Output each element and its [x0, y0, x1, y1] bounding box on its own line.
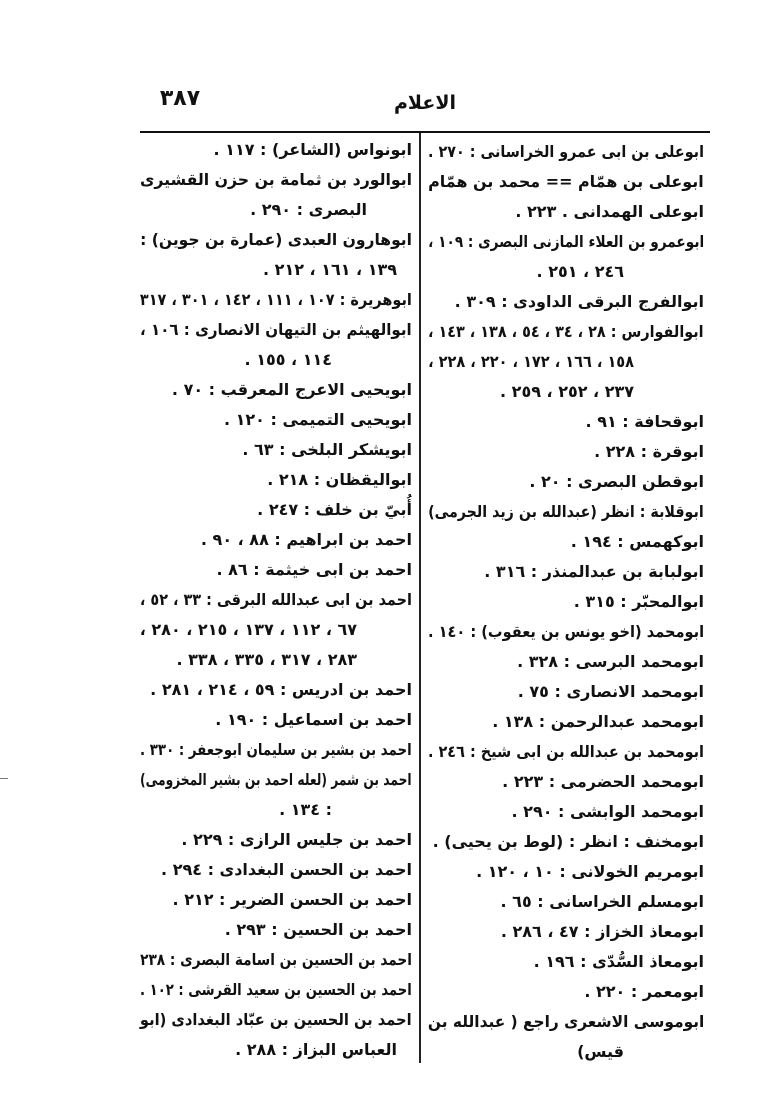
- index-entry-line: [428, 317, 704, 347]
- entry-text: ابومحمد عبدالرحمن : ١٣٨ .: [492, 712, 704, 731]
- index-entry-line: [140, 315, 412, 345]
- entry-text: ابوعلى بن ابى عمرو الخراسانى : ٢٧٠ .: [428, 142, 704, 161]
- index-entry-line: [140, 585, 412, 615]
- entry-text: ابومحمد بن عبدالله بن ابى شيخ : ٢٤٦ .: [427, 742, 704, 761]
- index-entry-continuation: [140, 345, 412, 375]
- entry-text: ٢٣٧ ، ٢٥٢ ، ٢٥٩ .: [500, 382, 634, 401]
- entry-text: ابويحيى التميمى : ١٢٠ .: [223, 410, 412, 429]
- header-rule: [140, 131, 710, 133]
- entry-text: : ١٣٤ .: [279, 800, 332, 819]
- entry-text: ابوعلى بن همّام == محمد بن همّام: [428, 172, 704, 191]
- entry-text: ابوهارون العبدى (عمارة بن جوين) :: [140, 230, 412, 249]
- entry-text: ٢٨٣ ، ٣١٧ ، ٣٣٥ ، ٣٣٨ .: [176, 650, 357, 669]
- entry-text: ١٣٩ ، ١٦١ ، ٢١٢ .: [263, 260, 397, 279]
- entry-text: العباس البزاز : ٢٨٨ .: [235, 1040, 397, 1059]
- index-entry-line: [140, 705, 412, 735]
- entry-text: احمد بن الحسن الضرير : ٢١٢ .: [172, 890, 412, 909]
- entry-text: احمد بن الحسين بن اسامة البصرى : ٢٣٨: [140, 950, 412, 969]
- index-entry-line: [428, 437, 704, 467]
- index-entry-line: [428, 797, 704, 827]
- index-entry-line: [428, 977, 704, 1007]
- index-entry-line: [140, 225, 412, 255]
- column-divider: [419, 133, 421, 1063]
- index-entry-continuation: [428, 377, 704, 407]
- entry-text: احمد بن الحسين بن سعيد القرشى : ١٠٢ .: [140, 980, 412, 999]
- entry-text: ابومحمد الوابشى : ٢٩٠ .: [511, 802, 704, 821]
- index-entry-line: [428, 467, 704, 497]
- index-entry-line: [428, 407, 704, 437]
- index-entry-line: [428, 197, 704, 227]
- index-entry-line: [140, 675, 412, 705]
- entry-text: ابوالفرج البرقى الداودى : ٣٠٩ .: [454, 292, 704, 311]
- index-entry-line: [140, 375, 412, 405]
- entry-text: احمد بن ابى خيثمة : ٨٦ .: [216, 560, 412, 579]
- index-entry-continuation: [140, 795, 412, 825]
- index-entry-line: [428, 887, 704, 917]
- entry-text: ابويشكر البلخى : ٦٣ .: [242, 440, 412, 459]
- entry-text: ابواليقظان : ٢١٨ .: [267, 470, 412, 489]
- entry-text: احمد بن بشير بن سليمان ابوجعفر : ٣٣٠ .: [140, 740, 412, 759]
- entry-text: ابوالورد بن ثمامة بن حزن القشيرى: [139, 170, 412, 189]
- scan-mark: [0, 778, 8, 779]
- index-entry-line: [140, 285, 412, 315]
- entry-text: احمد بن الحسين : ٢٩٣ .: [224, 920, 412, 939]
- entry-text: ابومحمد الحضرمى : ٢٢٣ .: [502, 772, 704, 791]
- entry-text: ابوقرة : ٢٢٨ .: [594, 442, 704, 461]
- index-entry-continuation: [140, 195, 412, 225]
- index-entry-continuation: [140, 255, 412, 285]
- entry-text: قيس): [577, 1042, 624, 1061]
- index-entry-continuation: [140, 645, 412, 675]
- entry-text: ابوقطن البصرى : ٢٠ .: [529, 472, 704, 491]
- entry-text: ابوموسى الاشعرى راجع ( عبدالله بن: [427, 1012, 704, 1031]
- index-entry-line: [428, 647, 704, 677]
- index-entry-line: [140, 1005, 412, 1035]
- index-entry-line: [428, 737, 704, 767]
- index-entry-line: [140, 165, 412, 195]
- entry-text: احمد بن اسماعيل : ١٩٠ .: [215, 710, 412, 729]
- index-entry-line: [428, 557, 704, 587]
- index-entry-line: [140, 885, 412, 915]
- index-entry-line: [428, 227, 704, 257]
- index-entry-line: [428, 947, 704, 977]
- entry-text: ابوالمحبّر : ٣١٥ .: [573, 592, 704, 611]
- entry-text: ٦٧ ، ١١٢ ، ١٣٧ ، ٢١٥ ، ٢٨٠ ،: [139, 620, 357, 639]
- entry-text: ابوهريرة : ١٠٧ ، ١١١ ، ١٤٢ ، ٣٠١ ، ٣١٧: [140, 290, 412, 309]
- entry-text: ابوقلابة : انظر (عبدالله بن زيد الجرمى): [428, 502, 704, 521]
- entry-text: ابومسلم الخراسانى : ٦٥ .: [500, 892, 704, 911]
- index-entry-line: [428, 1007, 704, 1037]
- index-entry-line: [428, 707, 704, 737]
- index-entry-line: [428, 617, 704, 647]
- index-entry-line: [428, 527, 704, 557]
- index-entry-line: [140, 465, 412, 495]
- entry-text: ابويحيى الاعرج المعرقب : ٧٠ .: [171, 380, 412, 399]
- index-entry-line: [428, 287, 704, 317]
- index-entry-line: [428, 767, 704, 797]
- index-entry-continuation: [140, 615, 412, 645]
- index-entry-line: [428, 827, 704, 857]
- index-entry-line: [140, 735, 412, 765]
- entry-text: ابوعمرو بن العلاء المازنى البصرى : ١٠٩ ،: [428, 232, 704, 251]
- entry-text: احمد بن ابى عبدالله البرقى : ٣٣ ، ٥٢ ،: [139, 590, 412, 609]
- index-entry-line: [140, 915, 412, 945]
- entry-text: ابولبابة بن عبدالمنذر : ٣١٦ .: [484, 562, 704, 581]
- index-entry-continuation: [140, 1035, 412, 1065]
- entry-text: ابونواس (الشاعر) : ١١٧ .: [213, 140, 412, 159]
- entry-text: أُبيّ بن خلف : ٢٤٧ .: [257, 500, 412, 519]
- index-entry-line: [428, 917, 704, 947]
- index-entry-line: [428, 167, 704, 197]
- index-entry-line: [140, 135, 412, 165]
- index-entry-line: [140, 975, 412, 1005]
- entry-text: ابومعاذ الخزاز : ٤٧ ، ٢٨٦ .: [500, 922, 704, 941]
- entry-text: احمد بن جليس الرازى : ٢٢٩ .: [181, 830, 412, 849]
- entry-text: ابومحمد البرسى : ٣٢٨ .: [517, 652, 704, 671]
- index-entry-line: [140, 435, 412, 465]
- entry-text: ٢٤٦ ، ٢٥١ .: [536, 262, 624, 281]
- index-entry-line: [140, 855, 412, 885]
- index-entry-line: [428, 677, 704, 707]
- index-entry-line: [428, 137, 704, 167]
- entry-text: احمد بن الحسن البغدادى : ٢٩٤ .: [161, 860, 412, 879]
- index-entry-line: [428, 497, 704, 527]
- index-entry-line: [140, 945, 412, 975]
- page-number: ٣٨٧: [159, 86, 201, 111]
- index-entry-line: [428, 857, 704, 887]
- entry-text: ابوالفوارس : ٢٨ ، ٣٤ ، ٥٤ ، ١٣٨ ، ١٤٣ ،: [428, 322, 704, 341]
- index-entry-continuation: [428, 347, 704, 377]
- entry-text: ابومعاذ السُّدّى : ١٩٦ .: [533, 952, 704, 971]
- index-entry-line: [428, 587, 704, 617]
- index-entry-continuation: [428, 257, 704, 287]
- entry-text: ابومخنف : انظر : (لوط بن يحيى) .: [432, 832, 704, 851]
- index-entry-line: [140, 765, 412, 795]
- right-column: [428, 137, 704, 1067]
- entry-text: احمد بن ابراهيم : ٨٨ ، ٩٠ .: [200, 530, 412, 549]
- index-entry-line: [140, 555, 412, 585]
- entry-text: احمد بن الحسين بن عبّاد البغدادى (ابو: [140, 1010, 412, 1029]
- entry-text: ١١٤ ، ١٥٥ .: [244, 350, 332, 369]
- entry-text: البصرى : ٢٩٠ .: [250, 200, 367, 219]
- entry-text: ابوكهمس : ١٩٤ .: [570, 532, 704, 551]
- index-entry-line: [140, 495, 412, 525]
- index-entry-line: [140, 405, 412, 435]
- entry-text: ابومحمد (اخو يونس بن يعقوب) : ١٤٠ .: [427, 622, 704, 641]
- index-entry-continuation: [428, 1037, 704, 1067]
- entry-text: ابومعمر : ٢٢٠ .: [584, 982, 704, 1001]
- entry-text: ابوالهيثم بن التيهان الانصارى : ١٠٦ ،: [140, 320, 412, 339]
- entry-text: ١٥٨ ، ١٦٦ ، ١٧٢ ، ٢٢٠ ، ٢٢٨ ،: [428, 352, 634, 371]
- entry-text: ابوقحافة : ٩١ .: [585, 412, 704, 431]
- index-entry-line: [140, 825, 412, 855]
- entry-text: احمد بن ادريس : ٥٩ ، ٢١٤ ، ٢٨١ .: [150, 680, 412, 699]
- entry-text: احمد بن شمر (لعله احمد بن بشير المخزومى): [140, 770, 412, 789]
- entry-text: ابومريم الخولانى : ١٠ ، ١٢٠ .: [476, 862, 704, 881]
- running-title: الاعلام: [394, 92, 456, 114]
- index-entry-line: [140, 525, 412, 555]
- left-column: [140, 135, 412, 1065]
- entry-text: ابوعلى الهمدانى . ٢٢٣ .: [515, 202, 704, 221]
- entry-text: ابومحمد الانصارى : ٧٥ .: [517, 682, 704, 701]
